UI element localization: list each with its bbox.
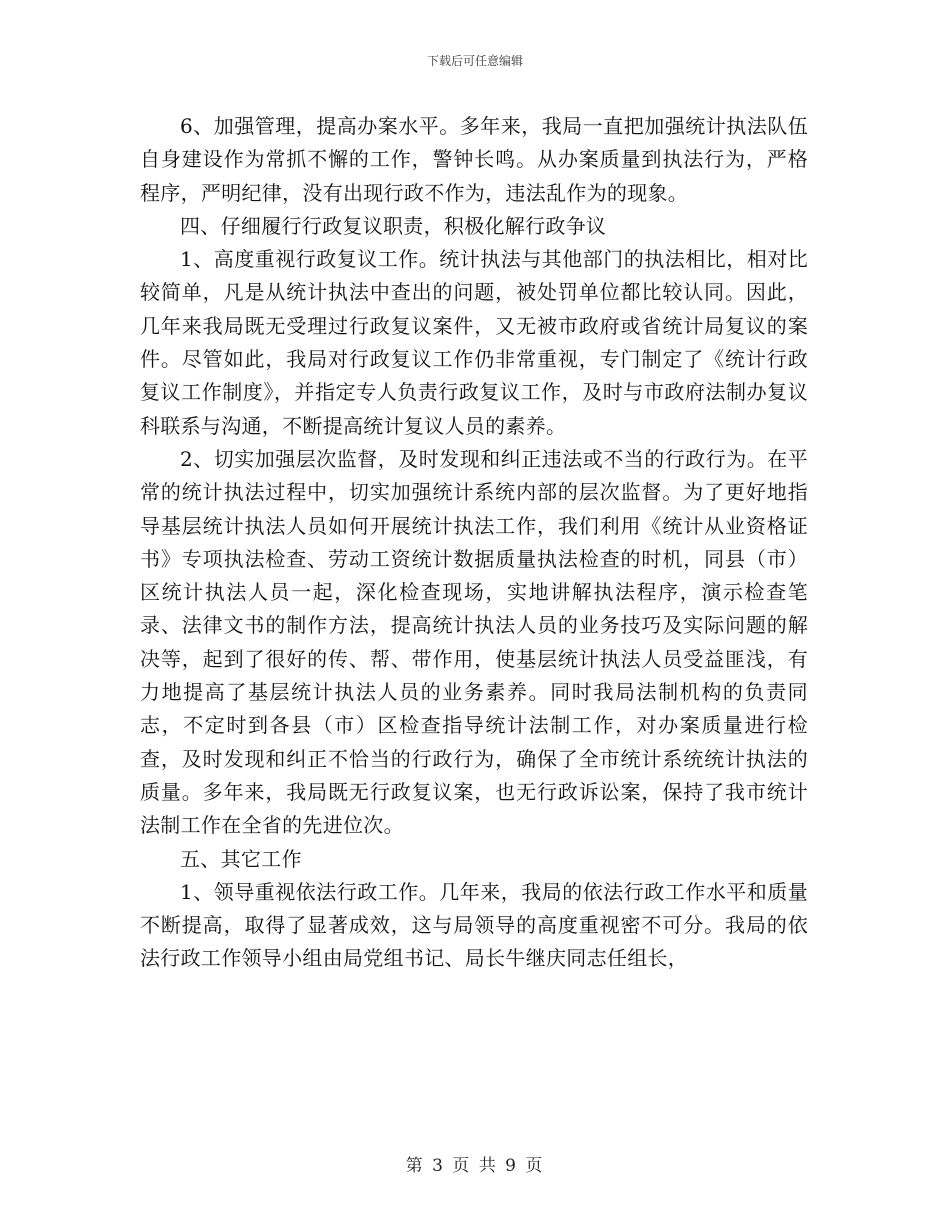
paragraph-leadership: 1、领导重视依法行政工作。几年来，我局的依法行政工作水平和质量不断提高，取得了显著成效，这与局领导的高度重视密不可分。我局的依法行政工作领导小组由局党组书记、局长牛继庆同志任组长， xyxy=(140,879,808,971)
section-heading-5: 五、其它工作 xyxy=(180,846,302,871)
page-number: 第 3 页 共 9 页 xyxy=(405,1156,545,1176)
page-header: 下载后可任意编辑 xyxy=(426,54,523,68)
paragraph-review-work: 1、高度重视行政复议工作。统计执法与其他部门的执法相比，相对比较简单，凡是从统计执法中查出的问题，被处罚单位都比较认同。因此，几年来我局既无受理过行政复议案件，又无被市政府或省统计局复议的案件。尽管如此，我局对行政复议工作仍非常重视，专门制定了《统计行政复议工作制度》，并指定专人负责行政复议工作，及时与市政府法制办复议科联系与沟通，不断提高统计复议人员的素养。 xyxy=(140,247,808,438)
paragraph-6-management: 6、加强管理，提高办案水平。多年来，我局一直把加强统计执法队伍自身建设作为常抓不懈的工作，警钟长鸣。从办案质量到执法行为，严格程序，严明纪律，没有出现行政不作为，违法乱作为的现象。 xyxy=(140,114,808,205)
document-body xyxy=(140,110,808,976)
section-heading-4: 四、仔细履行行政复议职责，积极化解行政争议 xyxy=(180,213,607,238)
paragraph-supervision: 2、切实加强层次监督，及时发现和纠正违法或不当的行政行为。在平常的统计执法过程中，切实加强统计系统内部的层次监督。为了更好地指导基层统计执法人员如何开展统计执法工作，我们利用《统计从业资格证书》专项执法检查、劳动工资统计数据质量执法检查的时机，同县（市）区统计执法人员一起，深化检查现场，实地讲解执法程序，演示检查笔录、法律文书的制作方法，提高统计执法人员的业务技巧及实际问题的解决等，起到了很好的传、帮、带作用，使基层统计执法人员受益匪浅，有力地提高了基层统计执法人员的业务素养。同时我局法制机构的负责同志，不定时到各县（市）区检查指导统计法制工作，对办案质量进行检查，及时发现和纠正不恰当的行政行为，确保了全市统计系统统计执法的质量。多年来，我局既无行政复议案，也无行政诉讼案，保持了我市统计法制工作在全省的先进位次。 xyxy=(140,446,808,838)
